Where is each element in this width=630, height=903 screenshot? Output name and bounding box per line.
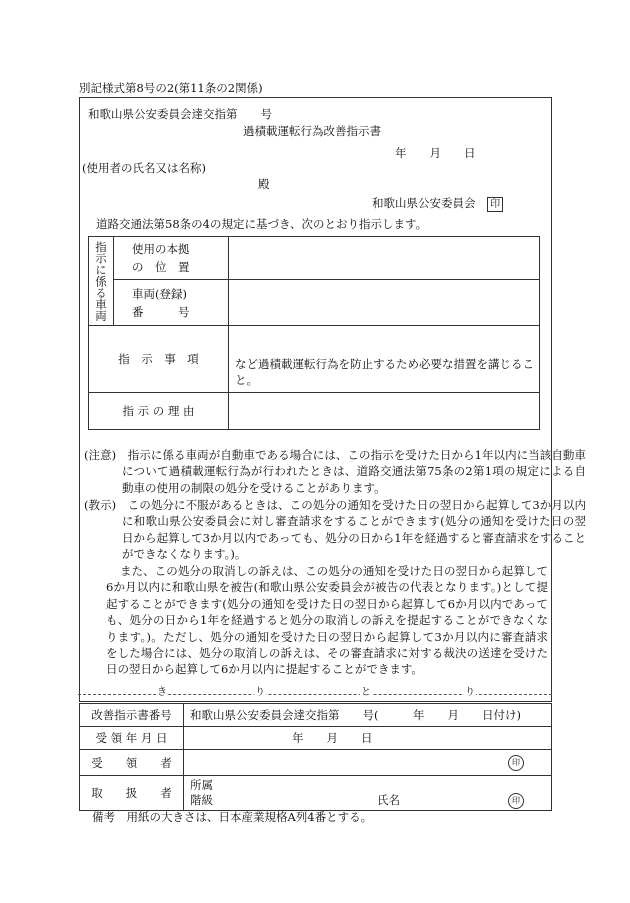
receiver-label: 受 領 者 bbox=[80, 750, 184, 776]
cut-line bbox=[78, 688, 552, 700]
receiver-value[interactable] bbox=[184, 750, 552, 776]
issue-date: 年 月 日 bbox=[395, 146, 476, 160]
vehicle-group-label: 指示に係る車両 bbox=[89, 237, 114, 326]
name-label: 氏名 bbox=[377, 793, 400, 807]
rank-label: 階級 bbox=[190, 793, 213, 807]
cut-char-3: と bbox=[361, 687, 371, 698]
teaching-note-2: また、この処分の取消しの訴えは、この処分の通知を受けた日の翌日から起算して6か月以内に和歌山県を被告(和歌山県公安委員会が被告の代表となります。)として提起することができます(処分の通知を受けた日の翌日から起算して6か月以内であっても、処分の日から1年を経過すると処分の取消しの訴えを提起することができなくなります。)。ただし、処分の通知を受けた日の翌日から起算して3か月以内に審査請求をした場合には、処分の取消しの訴えは、その審査請求に対する裁決の送達を受けた日の翌日から起算して6か月以内に提起することができます。 bbox=[106, 564, 548, 677]
vehicle-number-label: 車両(登録) 番 号 bbox=[114, 280, 229, 326]
caution-note: (注意) 指示に係る車両が自動車である場合には、この指示を受けた日から1年以内に当該自動車について過積載運転行為が行われたときは、道路交通法第75条の2第1項の規定による自動車の使用の制限の処分を受けることがあります。 bbox=[84, 448, 586, 495]
teaching-note-1: (教示) この処分に不服があるときは、この処分の通知を受けた日の翌日から起算して3か月以内に和歌山県公安委員会に対し審査請求をすることができます(処分の通知を受けた日の翌日から起算して3か月以内であっても、処分の日から1年を経過すると審査請求をすることができなくなります。)。 bbox=[84, 498, 586, 562]
notice-number: 和歌山県公安委員会達交指第 号 bbox=[88, 107, 272, 121]
issuer bbox=[372, 195, 503, 212]
receipt-table bbox=[79, 703, 552, 811]
form-reference: 別記様式第8号の2(第11条の2関係) bbox=[79, 81, 263, 95]
issuer-name: 和歌山県公安委員会 bbox=[372, 196, 476, 210]
cut-char-2: り bbox=[255, 687, 265, 698]
handler-seal-mark: 印 bbox=[508, 793, 524, 809]
handler-label: 取 扱 者 bbox=[80, 776, 184, 811]
reason-label: 指 示 の 理 由 bbox=[89, 393, 229, 430]
instruction-table bbox=[88, 236, 540, 430]
receipt-number-value: 和歌山県公安委員会達交指第 号( 年 月 日付け) bbox=[184, 704, 552, 727]
location-label: 使用の本拠 の 位 置 bbox=[114, 237, 229, 280]
seal-mark: 印 bbox=[487, 197, 503, 212]
honorific: 殿 bbox=[258, 177, 270, 191]
cut-char-4: り bbox=[465, 687, 475, 698]
handler-value[interactable] bbox=[184, 776, 552, 811]
notice-title: 過積載運転行為改善指示書 bbox=[243, 124, 381, 138]
matters-value: など過積載運転行為を防止するため必要な措置を講じること。 bbox=[229, 326, 540, 393]
receipt-date-label: 受 領 年 月 日 bbox=[80, 727, 184, 750]
reason-value[interactable] bbox=[229, 393, 540, 430]
matters-label: 指 示 事 項 bbox=[89, 326, 229, 393]
vehicle-number-value[interactable] bbox=[229, 280, 540, 326]
intro-text: 道路交通法第58条の4の規定に基づき、次のとおり指示します。 bbox=[96, 217, 428, 231]
location-value[interactable] bbox=[229, 237, 540, 280]
receiver-seal-mark: 印 bbox=[508, 755, 524, 771]
receipt-date-value[interactable]: 年 月 日 bbox=[184, 727, 552, 750]
affiliation-label: 所属 bbox=[190, 778, 213, 792]
footnote: 備考 用紙の大きさは、日本産業規格A列4番とする。 bbox=[92, 810, 373, 824]
receipt-number-label: 改善指示書番号 bbox=[80, 704, 184, 727]
cut-char-1: き bbox=[157, 687, 167, 698]
recipient-label: (使用者の氏名又は名称) bbox=[82, 161, 206, 175]
